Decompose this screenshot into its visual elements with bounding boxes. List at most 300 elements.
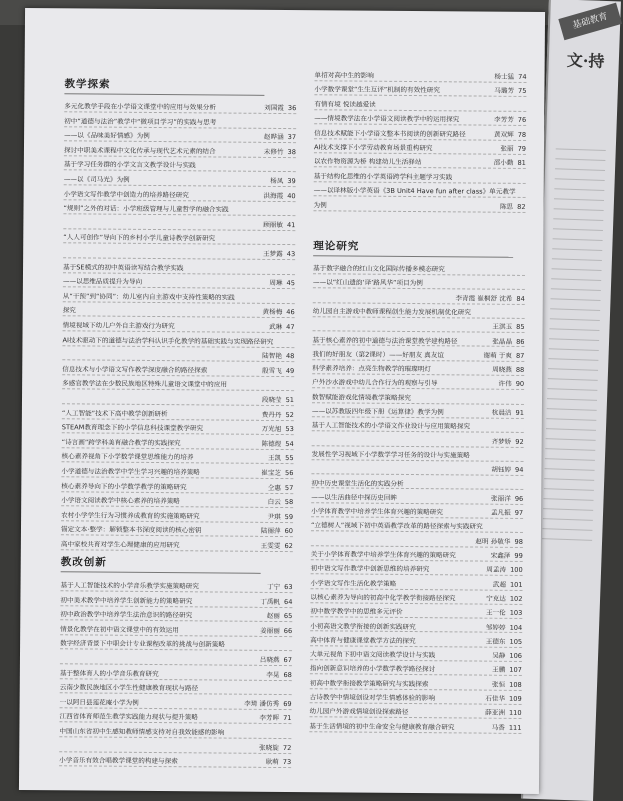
toc-entry-meta [268,178,296,186]
toc-entry [61,468,293,479]
toc-entry-author: 顾丽敏 [263,221,283,229]
toc-entry-author: 万光旭 [262,425,282,433]
toc-entry [315,72,527,83]
toc-entry [60,611,292,622]
toc-entry [59,714,291,725]
toc-entry-meta [285,730,291,738]
toc-entry-title: 以核心素养为导向的初高中化学教学衔接路径探究 [310,594,455,603]
toc-entry-page: 108 [509,680,522,688]
toc-entry [311,508,523,519]
toc-entry-page: 88 [516,366,524,374]
toc-entry-page: 105 [509,638,522,646]
toc-entry-meta [261,192,295,200]
toc-entry-title: 情境视域下幼儿户外自主游戏行为研究 [63,322,175,331]
toc-entry-title: 信息技术与小学语文写作教学深度融合的路径探索 [62,366,207,375]
toc-entry-title: ——以生活曲径中探历史回眸 [311,494,397,503]
toc-entry-title: “诗言画”跨学科美育融合教学的实践探究 [62,439,181,448]
toc-entry-meta [266,484,294,492]
toc-entry [311,566,523,577]
toc-entry-title: 小初高语文教学衔接的创新实践研究 [310,623,416,632]
toc-entry-meta [258,657,292,665]
toc-entry-author: 张恒 [492,680,505,688]
toc-entry-title: 户外沙水游戏中幼儿合作行为的观察与引导 [312,380,437,389]
toc-entry-author: 耿萌 [266,758,279,766]
toc-entry-meta [262,149,296,157]
toc-entry [60,699,292,710]
toc-entry-page: 98 [514,538,522,546]
toc-entry-meta [453,295,524,303]
toc-entry-page: 101 [510,580,523,588]
toc-entry-title: 我们的好朋友（第2课时）——好朋友 真友谊 [312,351,444,360]
toc-entry [60,582,292,593]
toc-entry-page: 58 [285,498,293,506]
toc-entry-title: 数智赋能游戏化情境教学策略探究 [312,394,411,403]
toc-entry-meta [267,280,295,288]
toc-entry [312,423,524,434]
toc-entry [62,410,294,421]
toc-entry [309,723,521,734]
toc-entry-meta [266,455,294,463]
toc-entry-page: 90 [516,380,524,388]
toc-entry [312,365,524,376]
toc-entry-title: 基于SE模式的初中英语读写结合教学实践 [63,264,184,273]
toc-entry-meta [288,382,294,390]
toc-entry-meta [517,524,523,532]
toc-entry [60,626,292,637]
toc-entry-author: 武琳 [269,323,282,331]
toc-entry [312,351,524,362]
toc-entry [311,537,523,548]
toc-entry [62,351,294,362]
toc-entry-author: 李青霞 崔桐舒 沈希 [455,294,512,302]
toc-entry-meta [490,681,522,689]
toc-entry-title: 情景化教学在初中语文课堂中的有效运用 [60,626,179,635]
toc-entry-meta [489,553,523,561]
toc-entry [311,580,523,591]
toc-entry-meta [492,160,526,168]
toc-entry-author: 邹婷婷 [486,623,506,631]
toc-entry [314,144,526,155]
toc-entry-meta [520,189,526,197]
toc-entry-meta [288,339,294,347]
toc-entry-meta [290,163,296,171]
toc-entry-author: 王德东 [486,637,506,645]
toc-entry-meta [520,103,526,111]
toc-entry [63,235,295,246]
toc-entry [62,439,294,450]
toc-entry-page: 106 [509,652,522,660]
toc-entry-meta [484,610,522,618]
toc-entry [61,527,293,538]
toc-entry [313,265,525,276]
toc-entry-title: “人工智能”技术下高中教学创新研析 [62,410,168,419]
toc-entry-meta [267,324,295,332]
toc-entry-meta [520,175,526,183]
toc-entry-meta [518,453,524,461]
toc-entry-page: 66 [284,627,292,635]
toc-entry [59,757,291,768]
toc-entry-title: 一以阿日县莲花庵小学为例 [60,699,139,708]
toc-entry [313,294,525,305]
toc-entry-title: 核心素养视角下小学数学课堂思维能力的培养 [62,454,194,463]
toc-entry-author: 丁宁 [267,583,280,591]
toc-entry-author: 李晃 [266,670,279,678]
toc-entry-page: 47 [286,323,294,331]
toc-entry-meta [260,309,294,317]
toc-entry [310,680,522,691]
toc-entry-meta [259,528,293,536]
toc-entry-author: 张丽洋 [491,494,511,502]
toc-entry-page: 59 [285,513,293,521]
toc-entry-author: 费丹丹 [262,410,282,418]
toc-entry-author: 姜丽丽 [260,627,280,635]
toc-entry-page: 86 [516,337,524,345]
toc-entry-meta [264,759,292,767]
toc-entry-page: 57 [285,484,293,492]
toc-entry-title: 基于生活情境的初中生命安全与健康教育融合研究 [309,723,454,732]
toc-entry [60,597,292,608]
toc-entry-title: ——以“红山遗韵‘译’路风华”项目为例 [313,280,423,289]
toc-entry [310,694,522,705]
toc-entry-author: 胡钰婷 [491,466,511,474]
toc-entry-page: 64 [284,598,292,606]
toc-entry-page: 69 [283,700,291,708]
toc-entry-title: 以农作物资源为桥 构建幼儿生活驿站 [314,159,422,168]
toc-entry [60,641,292,652]
toc-entry-meta [518,396,524,404]
toc-entry-title: “立德树人”视域下初中英语教学改革的路径探索与实践研究 [311,523,483,532]
toc-entry [310,623,522,634]
toc-entry-author: 吕晓燕 [260,656,280,664]
toc-entry-author: 王一伦 [486,609,506,617]
toc-entry [314,173,526,184]
toc-entry-title: 小学语文写作生活化教学策略 [311,580,397,589]
toc-entry-meta [490,324,524,332]
toc-entry-meta [490,667,522,675]
toc-entry [61,497,293,508]
toc-entry-page: 99 [514,552,522,560]
toc-entry-page: 74 [518,73,526,81]
toc-entry-meta [261,251,295,259]
toc-entry-author: 赵晔涵 [264,133,284,141]
toc-entry [64,103,296,114]
toc-entry-meta [289,295,295,303]
toc-entry [61,541,293,552]
toc-entry-author: 殷雪飞 [262,367,282,375]
toc-entry-meta [483,710,521,718]
toc-entry-author: 谢萌 于爽 [483,351,512,359]
toc-entry-meta [490,410,524,418]
toc-entry [311,494,523,505]
toc-entry-title: ——以苏教版四年级下册《运算律》教学为例 [312,408,444,417]
toc-entry-title: AI技术驱动下的道德与法治学科认识手化教学的基础实践与实现路径研究 [62,337,257,346]
toc-entry-author: 尹琪 [267,513,280,521]
section-heading-theory: 理论研究 [313,240,359,253]
toc-entry [311,465,523,476]
toc-entry [314,130,526,141]
toc-entry-page: 73 [283,758,291,766]
toc-entry-title: 关于小学体育教学中培养学生体育兴趣的策略研究 [311,551,456,560]
toc-entry-title: 小学体育教学中培养学生体育兴趣的策略研究 [311,508,443,517]
toc-entry-page: 82 [517,202,525,210]
toc-entry-author: 薛亚洲 [485,709,505,717]
toc-entry-page: 43 [287,250,295,258]
toc-entry-author: 张晓旋 [259,743,279,751]
toc-entry-title: 基于结构化思维的小学英语跨学科主题学习实践 [314,173,453,182]
toc-entry [64,147,296,158]
toc-entry-title: 多元化教学手段在小学语文课堂中的应用与效果分析 [64,103,216,112]
toc-entry-page: 38 [288,148,296,156]
toc-entry-page: 107 [509,666,522,674]
toc-entry-title: 小学数学课堂“生生互评”机制的有效性研究 [314,87,440,96]
toc-entry-title: 锚定文本·整学：解锁整本书深度阅读的核心密钥 [61,527,202,536]
toc-entry [64,191,296,202]
toc-entry [61,483,293,494]
toc-entry-meta [484,624,522,632]
toc-entry-page: 96 [515,495,523,503]
toc-entry [311,523,523,534]
toc-entry-page: 62 [284,542,292,550]
toc-entry [63,249,295,260]
toc-entry-title: 小学音乐有效合唱教学课堂的构建与探索 [59,757,178,766]
toc-entry-title: ——以思维品质提升为导向 [63,278,142,287]
toc-entry-author: 崔宝芝 [261,469,281,477]
toc-entry-title: 云南少数民族地区小学生性健康教育现状与路径 [60,684,199,693]
toc-entry-meta [492,131,526,139]
toc-entry [63,293,295,304]
toc-entry-page: 81 [517,159,525,167]
toc-entry-title: “人人可创作”导向下的乡村小学儿童诗教学创新研究 [63,235,215,244]
toc-entry-meta [260,426,294,434]
toc-entry-author: 孟凡振 [491,509,511,517]
toc-entry-meta [264,671,292,679]
toc-entry-meta [258,628,292,636]
toc-entry-author: 宋鑫泽 [491,552,511,560]
toc-entry [61,512,293,523]
toc-entry-author: 丁禹帆 [260,597,280,605]
toc-entry [60,670,292,681]
toc-entry [63,308,295,319]
toc-entry-author: 许伟 [499,380,512,388]
toc-entry-page: 78 [518,130,526,138]
toc-entry-page: 55 [285,454,293,462]
toc-entry-meta [257,715,291,723]
toc-entry-page: 84 [516,294,524,302]
toc-entry [312,451,524,462]
toc-entry-meta [242,700,292,708]
toc-entry [312,437,524,448]
toc-entry-page: 103 [510,609,523,617]
toc-entry-author: 白云 [268,498,281,506]
toc-entry-title: 基于数字融合的红山文化国际传播多模态研究 [313,265,445,274]
toc-entry-title: 单招对高中生的影响 [315,72,374,80]
contents-page [19,8,545,794]
toc-entry-page: 72 [283,744,291,752]
toc-entry-meta [260,411,294,419]
toc-entry [314,87,526,98]
toc-entry [314,101,526,112]
toc-entry [62,395,294,406]
toc-entry [312,394,524,405]
toc-entry-author: 黄杨梅 [262,308,282,316]
toc-entry-author: 王雯雯 [261,542,281,550]
toc-entry-author: 王淇玉 [492,323,512,331]
toc-entry [310,651,522,662]
section-heading-teaching: 教学探索 [64,78,110,91]
toc-entry-title: 信息技术赋能下小学语文整本书阅读的创新研究路径 [314,130,466,139]
toc-entry [63,205,295,216]
toc-entry-title: AI技术支撑下小学劳动教育场景重构研究 [314,144,433,153]
toc-entry-meta [490,338,524,346]
adjacent-page-tab: 基础教育 [558,3,622,41]
toc-entry-page: 94 [515,466,523,474]
toc-entry-meta [258,598,292,606]
toc-entry-page: 104 [510,623,523,631]
toc-entry-meta [286,642,292,650]
toc-entry-title: 指向创新意识培养的小学数学教学路径探讨 [310,666,435,675]
toc-entry-meta [490,653,522,661]
toc-entry-meta [260,353,294,361]
toc-entry-title: 古诗教学中情境创设对学生情感体验的影响 [310,694,435,703]
toc-entry-page: 71 [283,714,291,722]
toc-entry-title: 科学素养培养：点亮生物教学的璀璨明灯 [312,365,431,374]
toc-entry-page: 60 [285,527,293,535]
toc-entry [310,709,522,720]
toc-entry-meta [265,584,293,592]
toc-entry-title: 基于人工智能技术的小学语文作业设计与应用策略探究 [312,423,470,432]
toc-entry-title: 大单元视角下初中语文阅读教学设计与实践 [310,651,435,660]
toc-entry-author: 李琦 潘仿秀 [244,700,279,708]
toc-entry-author: 张晶晶 [492,337,512,345]
toc-entry [63,322,295,333]
toc-entry-title: 为例 [314,202,327,210]
toc-entry-title: 核心素养导向下的小学数学教学的策略研究 [61,483,186,492]
toc-entry-page: 102 [510,595,523,603]
toc-entry-page: 48 [286,352,294,360]
toc-entry [62,381,294,392]
toc-entry-author: 仝惠 [268,483,281,491]
toc-entry-author: 陆智艳 [262,352,282,360]
toc-entry-author: 王梦露 [263,250,283,258]
toc-entry-meta [262,105,296,113]
toc-entry-page: 49 [286,367,294,375]
toc-entry-title: 探讨中职美术课程中文化传承与现代艺术元素的结合 [64,147,216,156]
toc-entry-page: 53 [285,425,293,433]
toc-entry-title: 基于学习任务群的小学文言文教学设计与实践 [64,162,196,171]
toc-entry-page: 52 [285,411,293,419]
toc-entry-meta [491,581,523,589]
toc-entry [60,684,292,695]
toc-entry-author: 杨士猛 [494,73,514,81]
toc-entry-title: 高中家校共育对学生心理健康的应用研究 [61,541,180,550]
toc-entry-meta [265,514,293,522]
toc-entry-page: 87 [516,352,524,360]
toc-entry-author: 洪海霞 [263,191,283,199]
toc-entry [62,454,294,465]
toc-entry-page: 67 [284,656,292,664]
toc-entry-meta [259,543,293,551]
toc-entry-page: 110 [509,709,522,717]
toc-entry-author: 李芳芳 [494,116,514,124]
toc-entry-author: 石佳华 [485,695,505,703]
toc-entry-meta [289,236,295,244]
toc-entry-author: 陆丽萍 [261,527,281,535]
toc-entry-title: 多感官教学法在少数民族地区特殊儿童语文课堂中的应用 [62,381,227,390]
toc-entry-meta [498,203,526,211]
toc-entry-meta [519,310,525,318]
toc-entry-title: 从“干预”到“协同”：幼儿室内自主游戏中支持性策略的实践 [63,293,235,302]
toc-entry-meta [261,222,295,230]
toc-entry [310,608,522,619]
toc-entry-author: 马香 [492,723,505,731]
toc-entry [313,308,525,319]
toc-entry-author: 齐梦娇 [491,437,511,445]
toc-entry-meta [260,368,294,376]
toc-entry [63,264,295,275]
toc-entry [313,280,525,291]
toc-entry [64,162,296,173]
toc-entry-author: 周孟涛 [486,566,506,574]
toc-entry [310,594,522,605]
toc-entry-meta [492,117,526,125]
toc-entry-author: 王鹏 [492,666,505,674]
toc-entry-page: 51 [286,396,294,404]
toc-entry-title: 初中历史课堂生活化的实践分析 [311,480,403,489]
toc-entry-page: 40 [287,192,295,200]
toc-entry-meta [484,567,522,575]
toc-entry-meta [259,441,293,449]
adjacent-page-title: 文·持 [566,48,604,72]
adjacent-page-text-lines [542,139,606,549]
toc-entry [312,408,524,419]
toc-entry-meta [492,88,526,96]
toc-entry-author: 刘国霞 [264,104,284,112]
toc-entry-meta [519,281,525,289]
toc-entry-title: 初中语文写作教学中创新思维的培养研究 [311,566,430,575]
toc-entry [62,366,294,377]
toc-entry-page: 56 [285,469,293,477]
toc-entry-title: 小学语文写作教学中创造力的培养路径研究 [64,191,189,200]
toc-entry-page: 111 [509,723,522,731]
toc-entry-title: ——情境教学法在小学语文阅读教学中的运用探究 [314,115,459,124]
toc-entry-title: 初中“道德与法治”教学中“微项目学习”的实践与思考 [64,118,216,127]
toc-entry-meta [481,352,524,360]
toc-entry-page: 92 [515,437,523,445]
toc-entry-title: 基于核心素养的初中道德与法治课堂教学建构路径 [312,337,457,346]
toc-entry-author: 陈德煜 [261,440,281,448]
toc-entry-author: 武超 [493,580,506,588]
toc-entry-author: 马璐芳 [494,87,514,95]
toc-entry-meta [265,613,293,621]
toc-entry-meta [290,120,296,128]
toc-entry-title: ——以《司马光》为例 [64,176,130,184]
toc-entry-page: 46 [286,308,294,316]
toc-entry-title: ——以《品味美好情感》为例 [64,132,150,141]
toc-entry-meta [489,510,523,518]
toc-entry-author: 张丽 [500,145,513,153]
toc-entry [59,743,291,754]
toc-entry-author: 杭晨洁 [492,409,512,417]
toc-entry-meta [266,499,294,507]
toc-entry-meta [259,470,293,478]
toc-entry [313,202,525,213]
toc-entry [64,132,296,143]
toc-entry-author: 吴静 [492,652,505,660]
toc-entry-title: 初中政治教学中培养学生法治意识的路径研究 [60,611,192,620]
toc-entry-page: 76 [518,116,526,124]
toc-entry-title: 中国山东省初中生感知教师情感支持对自我效能感的影响 [59,728,224,737]
toc-entry-page: 85 [516,323,524,331]
